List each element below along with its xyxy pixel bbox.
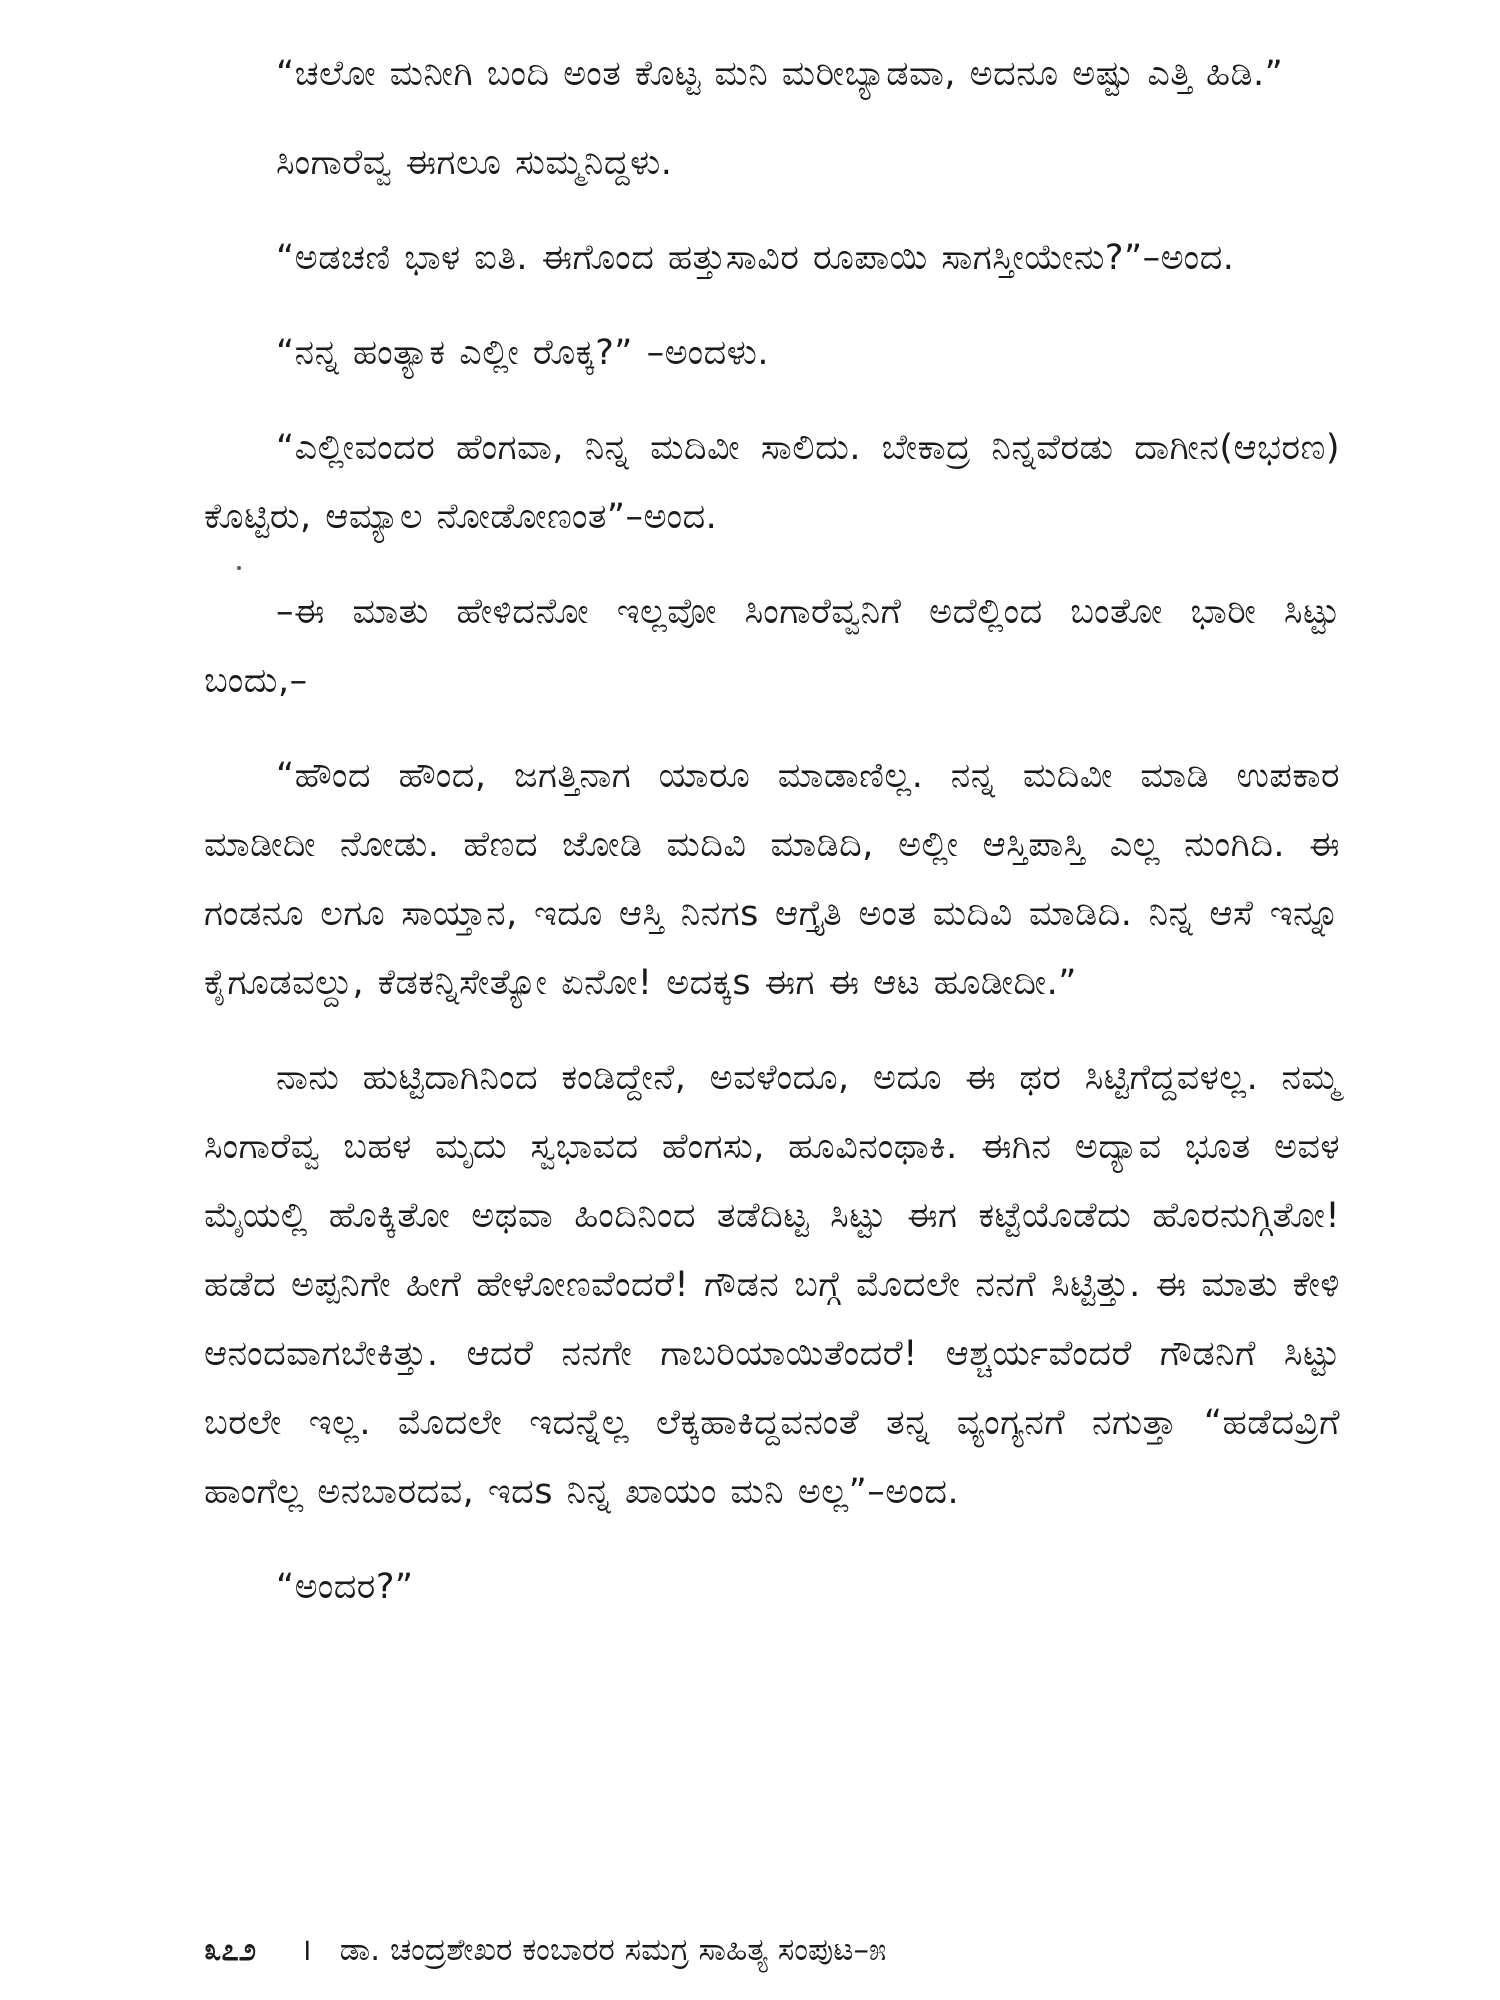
- paragraph-4: “ನನ್ನ ಹಂತ್ಯಾಕ ಎಲ್ಲೀ ರೊಕ್ಕ?” –ಅಂದಳು.: [276, 333, 770, 373]
- book-title: ಡಾ. ಚಂದ್ರಶೇಖರ ಕಂಬಾರರ ಸಮಗ್ರ ಸಾಹಿತ್ಯ ಸಂಪುಟ–೫: [339, 1932, 887, 1968]
- footer-separator: ।: [299, 1932, 312, 1968]
- paragraph-2: ಸಿಂಗಾರೆವ್ವ ಈಗಲೂ ಸುಮ್ಮನಿದ್ದಳು.: [276, 143, 673, 183]
- paragraph-5: “ಎಲ್ಲೀವಂದರ ಹೆಂಗವಾ, ನಿನ್ನ ಮದಿವೀ ಸಾಲಿದು. ಬೇಕಾದ್ರ ನಿನ್ನವೆರಡು ದಾಗೀನ(ಆಭರಣ) ಕೊಟ್ಟಿರು, ಆಮ್ಯಾಲ ನೋಡೋಣಂತ”–ಅಂದ.: [204, 428, 1340, 537]
- paragraph-9: “ಅಂದರ?”: [276, 1567, 414, 1607]
- print-speck: [237, 566, 241, 570]
- page-body: [204, 40, 1340, 1648]
- paragraph-1: “ಚಲೋ ಮನೀಗಿ ಬಂದಿ ಅಂತ ಕೊಟ್ಟ ಮನಿ ಮರೀಬ್ಯಾಡವಾ, ಅದನೂ ಅಷ್ಟು ಎತ್ತಿ ಹಿಡಿ.”: [276, 54, 1284, 94]
- paragraph-6: –ಈ ಮಾತು ಹೇಳಿದನೋ ಇಲ್ಲವೋ ಸಿಂಗಾರೆವ್ವನಿಗೆ ಅದೆಲ್ಲಿಂದ ಬಂತೋ ಭಾರೀ ಸಿಟ್ಟು ಬಂದು,–: [204, 592, 1340, 701]
- paragraph-8: ನಾನು ಹುಟ್ಟಿದಾಗಿನಿಂದ ಕಂಡಿದ್ದೇನೆ, ಅವಳೆಂದೂ, ಅದೂ ಈ ಥರ ಸಿಟ್ಟಿಗೆದ್ದವಳಲ್ಲ. ನಮ್ಮ ಸಿಂಗಾರೆವ್ವ ಬಹಳ ಮೃದು ಸ್ವಭಾವದ ಹೆಂಗಸು, ಹೂವಿನಂಥಾಕಿ. ಈಗಿನ ಅದ್ಯಾವ ಭೂತ ಅವಳ ಮೈಯಲ್ಲಿ ಹೊಕ್ಕಿತೋ ಅಥವಾ ಹಿಂದಿನಿಂದ ತಡೆದಿಟ್ಟ ಸಿಟ್ಟು ಈಗ ಕಟ್ಟೆಯೊಡೆದು ಹೊರನುಗ್ಗಿತೋ! ಹಡೆದ ಅಪ್ಪನಿಗೇ ಹೀಗೆ ಹೇಳೋಣವೆಂದರೆ! ಗೌಡನ ಬಗ್ಗೆ ಮೊದಲೇ ನನಗೆ ಸಿಟ್ಟಿತ್ತು. ಈ ಮಾತು ಕೇಳಿ ಆನಂದವಾಗಬೇಕಿತ್ತು. ಆದರೆ ನನಗೇ ಗಾಬರಿಯಾಯಿತೆಂದರೆ! ಆಶ್ಚರ್ಯವೆಂದರೆ ಗೌಡನಿಗೆ ಸಿಟ್ಟು ಬರಲೇ ಇಲ್ಲ. ಮೊದಲೇ ಇದನ್ನೆಲ್ಲ ಲೆಕ್ಕಹಾಕಿದ್ದವನಂತೆ ತನ್ನ ವ್ಯಂಗ್ಯನಗೆ ನಗುತ್ತಾ “ಹಡೆದವ್ರಿಗೆ ಹಾಂಗೆಲ್ಲ ಅನಬಾರದವ, ಇದs ನಿನ್ನ ಖಾಯಂ ಮನಿ ಅಲ್ಲ”–ಅಂದ.: [204, 1058, 1340, 1512]
- page-number: ೩೭೨: [204, 1932, 257, 1968]
- paragraph-3: “ಅಡಚಣಿ ಭಾಳ ಐತಿ. ಈಗೊಂದ ಹತ್ತುಸಾವಿರ ರೂಪಾಯಿ ಸಾಗಸ್ತೀಯೇನು?”–ಅಂದ.: [276, 238, 1235, 278]
- paragraph-7: “ಹೌಂದ ಹೌಂದ, ಜಗತ್ತಿನಾಗ ಯಾರೂ ಮಾಡಾಣಿಲ್ಲ. ನನ್ನ ಮದಿವೀ ಮಾಡಿ ಉಪಕಾರ ಮಾಡೀದೀ ನೋಡು. ಹೆಣದ ಜೋಡಿ ಮದಿವಿ ಮಾಡಿದಿ, ಅಲ್ಲೀ ಆಸ್ತಿಪಾಸ್ತಿ ಎಲ್ಲ ನುಂಗಿದಿ. ಈ ಗಂಡನೂ ಲಗೂ ಸಾಯ್ತಾನ, ಇದೂ ಆಸ್ತಿ ನಿನಗs ಆಗ್ತೈತಿ ಅಂತ ಮದಿವಿ ಮಾಡಿದಿ. ನಿನ್ನ ಆಸೆ ಇನ್ನೂ ಕೈಗೂಡವಲ್ದು, ಕೆಡಕನ್ನಿಸೇತ್ಯೋ ಏನೋ! ಅದಕ್ಕs ಈಗ ಈ ಆಟ ಹೂಡೀದೀ.”: [204, 756, 1340, 1003]
- page-footer: [204, 1930, 1340, 1970]
